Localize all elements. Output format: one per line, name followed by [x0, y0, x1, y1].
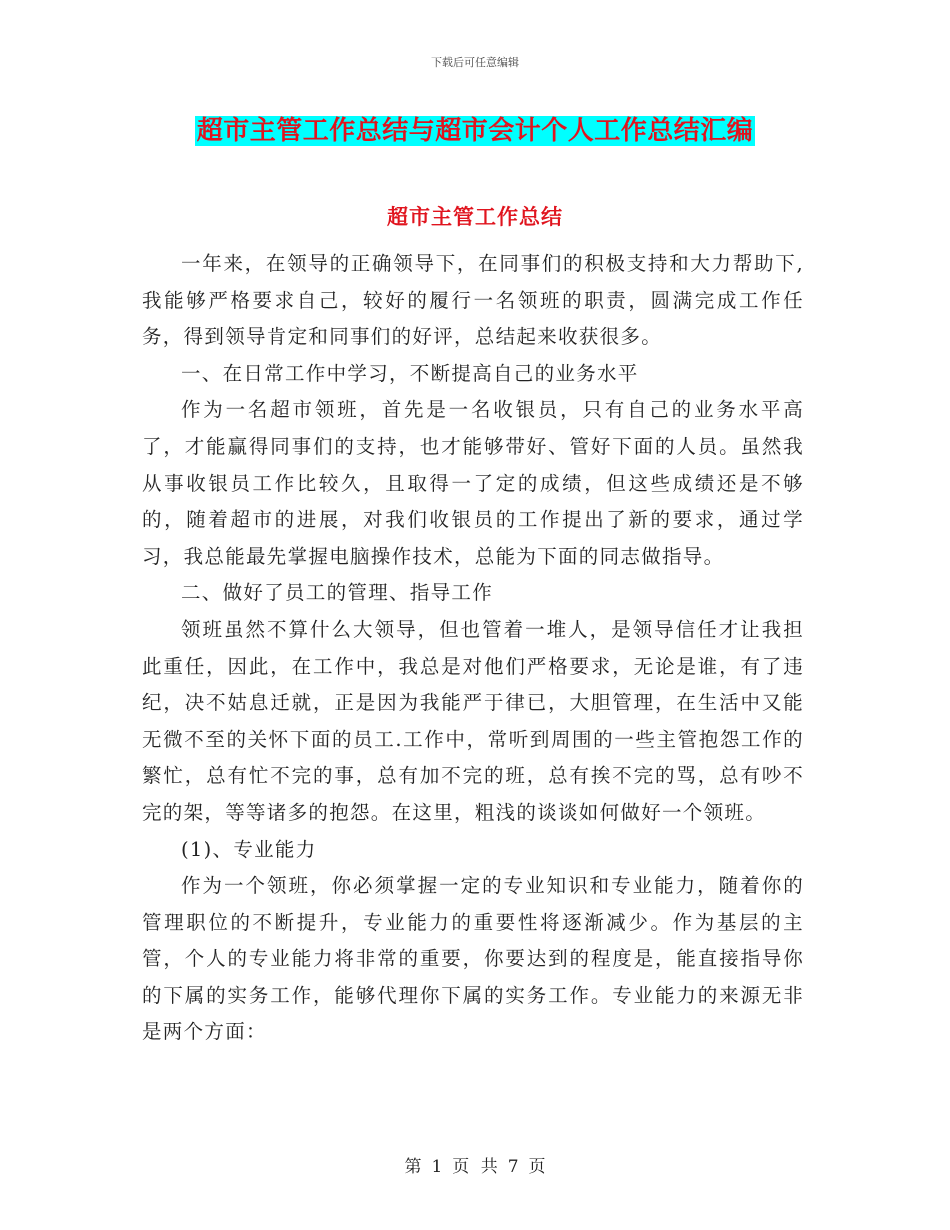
heading-learning: 一、在日常工作中学习，不断提高自己的业务水平 [181, 361, 639, 385]
paragraph-management: 领班虽然不算什么大领导，但也管着一堆人，是领导信任才让我担此重任，因此，在工作中，我总是对他们严格要求，无论是谁，有了违纪，决不姑息迁就，正是因为我能严于律已，大胆管理，在生活中又能无微不至的关怀下面的员工.工作中，常听到周围的一些主管抱怨工作的繁忙，总有忙不完的事，总有加不完的班，总有挨不完的骂，总有吵不完的架，等等诸多的抱怨。在这里，粗浅的谈谈如何做好一个领班。 [142, 617, 804, 824]
footer-page-prefix: 第 [404, 1157, 422, 1177]
header-note: 下载后可任意编辑 [431, 56, 519, 69]
page-footer [0, 1152, 950, 1177]
paragraph-intro: 一年来，在领导的正确领导下，在同事们的积极支持和大力帮助下,我能够严格要求自己，较好的履行一名领班的职责，圆满完成工作任务，得到领导肯定和同事们的好评，总结起来收获很多。 [142, 252, 804, 349]
footer-page-current: 1 [431, 1157, 443, 1177]
paragraph-learning: 作为一名超市领班，首先是一名收银员，只有自己的业务水平高了，才能赢得同事们的支持，也才能够带好、管好下面的人员。虽然我从事收银员工作比较久，且取得一了定的成绩，但这些成绩还是不够的，随着超市的进展，对我们收银员的工作提出了新的要求，通过学习，我总能最先掌握电脑操作技术，总能为下面的同志做指导。 [142, 398, 804, 568]
section-title: 超市主管工作总结 [387, 204, 563, 229]
paragraph-professional-ability: 作为一个领班，你必须掌握一定的专业知识和专业能力，随着你的管理职位的不断提升，专业能力的重要性将逐渐减少。作为基层的主管，个人的专业能力将非常的重要，你要达到的程度是，能直接指导你的下属的实务工作，能够代理你下属的实务工作。专业能力的来源无非是两个方面： [142, 874, 804, 1044]
document-title [0, 110, 950, 147]
heading-professional-ability: (1)、专业能力 [181, 837, 317, 861]
document-body [142, 246, 804, 1051]
heading-management: 二、做好了员工的管理、指导工作 [181, 581, 494, 605]
footer-page-mid: 页 共 [452, 1157, 498, 1177]
document-title-text: 超市主管工作总结与超市会计个人工作总结汇编 [196, 116, 754, 146]
footer-page-total: 7 [507, 1157, 519, 1177]
footer-page-suffix: 页 [528, 1157, 546, 1177]
